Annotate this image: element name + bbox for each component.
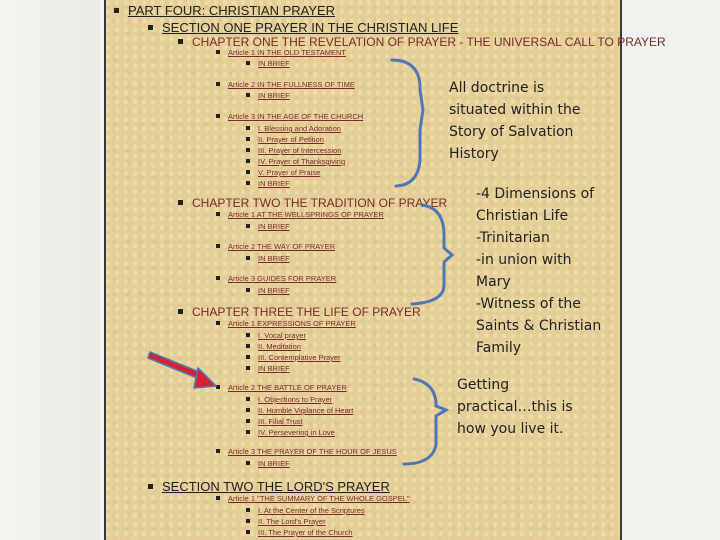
outline-in-brief-link[interactable]: IN BRIEF [246,59,290,68]
bracket-chapter-one [392,60,423,186]
outline-subsection-link[interactable]: III. Contemplative Prayer [246,353,341,362]
outline-article-link[interactable]: Article 1 AT THE WELLSPRINGS OF PRAYER [216,210,384,219]
outline-chapter-one[interactable]: CHAPTER ONE THE REVELATION OF PRAYER - THE UNIVERSAL CALL TO PRAYER [178,35,666,49]
outline-subsection-link[interactable]: I. Blessing and Adoration [246,124,341,133]
outline-article-link[interactable]: Article 3 GUIDES FOR PRAYER [216,274,336,283]
outline-article-link[interactable]: Article 2 THE BATTLE OF PRAYER [216,383,347,392]
outline-article-link[interactable]: Article 1 EXPRESSIONS OF PRAYER [216,319,356,328]
red-arrow-icon [148,352,216,388]
outline-article-link[interactable]: Article 2 THE WAY OF PRAYER [216,242,335,251]
outline-subsection-link[interactable]: V. Prayer of Praise [246,168,320,177]
outline-subsection-link[interactable]: I. Objections to Prayer [246,395,332,404]
outline-chapter-three[interactable]: CHAPTER THREE THE LIFE OF PRAYER [178,305,421,319]
outline-subsection-link[interactable]: IV. Prayer of Thanksgiving [246,157,345,166]
outline-section-one[interactable]: SECTION ONE PRAYER IN THE CHRISTIAN LIFE [148,20,458,35]
outline-subsection-link[interactable]: III. Prayer of Intercession [246,146,341,155]
outline-subsection-link[interactable]: I. At the Center of the Scriptures [246,506,365,515]
bracket-chapters-two-three [412,205,452,304]
outline-subsection-link[interactable]: I. Vocal prayer [246,331,306,340]
outline-subsection-link[interactable]: IV. Persevering in Love [246,428,335,437]
outline-article-link[interactable]: Article 3 THE PRAYER OF THE HOUR OF JESUS [216,447,397,456]
outline-subsection-link[interactable]: III. The Prayer of the Church [246,528,353,537]
outline-in-brief-link[interactable]: IN BRIEF [246,91,290,100]
note-doctrine: All doctrine is situated within the Story of Salvation History [449,80,581,162]
outline-in-brief-link[interactable]: IN BRIEF [246,254,290,263]
outline-article-link[interactable]: Article 3 IN THE AGE OF THE CHURCH [216,112,363,121]
outline-chapter-two[interactable]: CHAPTER TWO THE TRADITION OF PRAYER [178,196,447,210]
outline-article-link[interactable]: Article 1 IN THE OLD TESTAMENT [216,48,346,57]
outline-in-brief-link[interactable]: IN BRIEF [246,459,290,468]
outline-in-brief-link[interactable]: IN BRIEF [246,179,290,188]
note-dimensions: -4 Dimensions of Christian Life -Trinitarian -in union with Mary -Witness of the Saints & Christian Family [476,186,602,356]
outline-article-link[interactable]: Article 1 "THE SUMMARY OF THE WHOLE GOSPEL" [216,494,410,503]
bracket-battle-of-prayer [404,379,446,464]
outline-article-link[interactable]: Article 2 IN THE FULLNESS OF TIME [216,80,355,89]
outline-part-title: PART FOUR: CHRISTIAN PRAYER [114,3,335,18]
outline-in-brief-link[interactable]: IN BRIEF [246,364,290,373]
outline-subsection-link[interactable]: II. Prayer of Petition [246,135,324,144]
note-practical: Getting practical…this is how you live it. [457,377,573,437]
outline-in-brief-link[interactable]: IN BRIEF [246,222,290,231]
outline-subsection-link[interactable]: II. Humble Vigilance of Heart [246,406,353,415]
outline-subsection-link[interactable]: II. Meditation [246,342,301,351]
outline-subsection-link[interactable]: II. The Lord's Prayer [246,517,326,526]
outline-in-brief-link[interactable]: IN BRIEF [246,286,290,295]
outline-subsection-link[interactable]: III. Filial Trust [246,417,303,426]
outline-section-two[interactable]: SECTION TWO THE LORD'S PRAYER [148,479,390,494]
